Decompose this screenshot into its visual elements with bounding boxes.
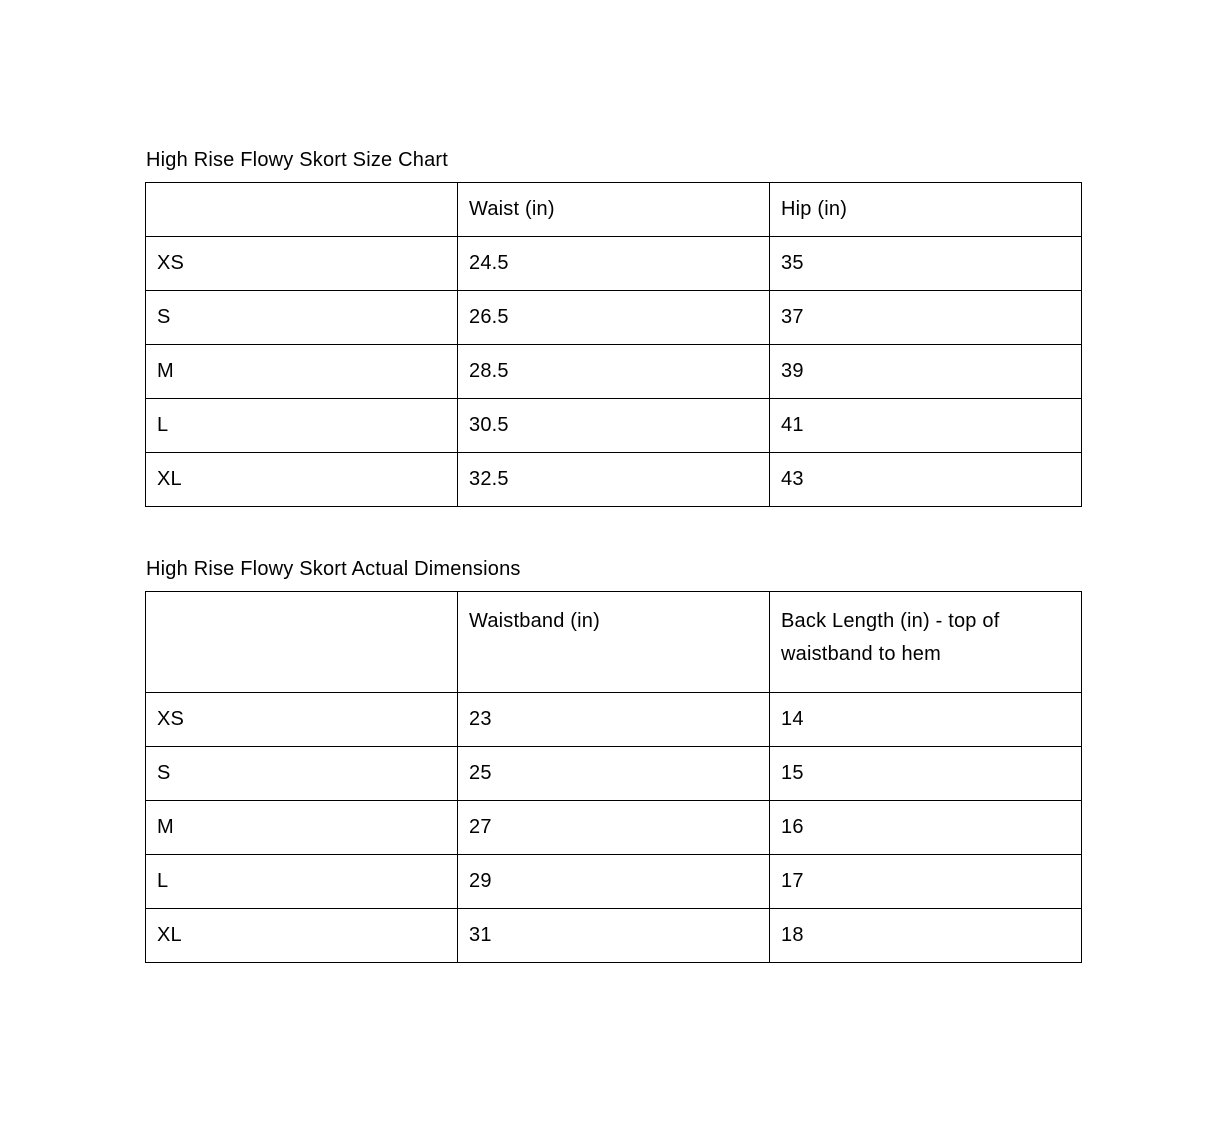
size-cell: S bbox=[146, 291, 458, 345]
table-row bbox=[146, 399, 1082, 453]
back-length-cell: 18 bbox=[770, 909, 1082, 963]
hip-cell: 37 bbox=[770, 291, 1082, 345]
header-cell-waistband: Waistband (in) bbox=[458, 592, 770, 693]
back-length-cell: 14 bbox=[770, 693, 1082, 747]
actual-dimensions-table bbox=[145, 591, 1082, 963]
actual-dimensions-title: High Rise Flowy Skort Actual Dimensions bbox=[146, 558, 521, 580]
actual-dimensions-header-row bbox=[146, 592, 1082, 693]
waistband-cell: 23 bbox=[458, 693, 770, 747]
back-length-cell: 16 bbox=[770, 801, 1082, 855]
table-row bbox=[146, 345, 1082, 399]
table-row bbox=[146, 693, 1082, 747]
size-cell: M bbox=[146, 801, 458, 855]
waist-cell: 32.5 bbox=[458, 453, 770, 507]
table-row bbox=[146, 291, 1082, 345]
size-cell: XS bbox=[146, 693, 458, 747]
header-cell-waist: Waist (in) bbox=[458, 183, 770, 237]
size-chart-section bbox=[145, 149, 1081, 507]
size-cell: XS bbox=[146, 237, 458, 291]
size-chart-header-row bbox=[146, 183, 1082, 237]
header-cell-hip: Hip (in) bbox=[770, 183, 1082, 237]
actual-dimensions-section bbox=[145, 558, 1081, 963]
header-cell-blank bbox=[146, 183, 458, 237]
waistband-cell: 27 bbox=[458, 801, 770, 855]
back-length-cell: 17 bbox=[770, 855, 1082, 909]
size-chart-table bbox=[145, 182, 1082, 507]
waistband-cell: 29 bbox=[458, 855, 770, 909]
waistband-cell: 31 bbox=[458, 909, 770, 963]
hip-cell: 41 bbox=[770, 399, 1082, 453]
waist-cell: 26.5 bbox=[458, 291, 770, 345]
hip-cell: 39 bbox=[770, 345, 1082, 399]
table-row bbox=[146, 855, 1082, 909]
table-row bbox=[146, 237, 1082, 291]
waistband-cell: 25 bbox=[458, 747, 770, 801]
header-cell-back-length: Back Length (in) - top of waistband to hem bbox=[770, 592, 1082, 693]
waist-cell: 24.5 bbox=[458, 237, 770, 291]
size-cell: XL bbox=[146, 453, 458, 507]
hip-cell: 43 bbox=[770, 453, 1082, 507]
size-cell: S bbox=[146, 747, 458, 801]
size-cell: L bbox=[146, 399, 458, 453]
size-chart-title: High Rise Flowy Skort Size Chart bbox=[146, 149, 449, 171]
table-row bbox=[146, 747, 1082, 801]
hip-cell: 35 bbox=[770, 237, 1082, 291]
size-cell: XL bbox=[146, 909, 458, 963]
size-cell: L bbox=[146, 855, 458, 909]
table-row bbox=[146, 801, 1082, 855]
table-row bbox=[146, 909, 1082, 963]
waist-cell: 28.5 bbox=[458, 345, 770, 399]
table-row bbox=[146, 453, 1082, 507]
back-length-cell: 15 bbox=[770, 747, 1082, 801]
size-cell: M bbox=[146, 345, 458, 399]
waist-cell: 30.5 bbox=[458, 399, 770, 453]
header-cell-blank bbox=[146, 592, 458, 693]
